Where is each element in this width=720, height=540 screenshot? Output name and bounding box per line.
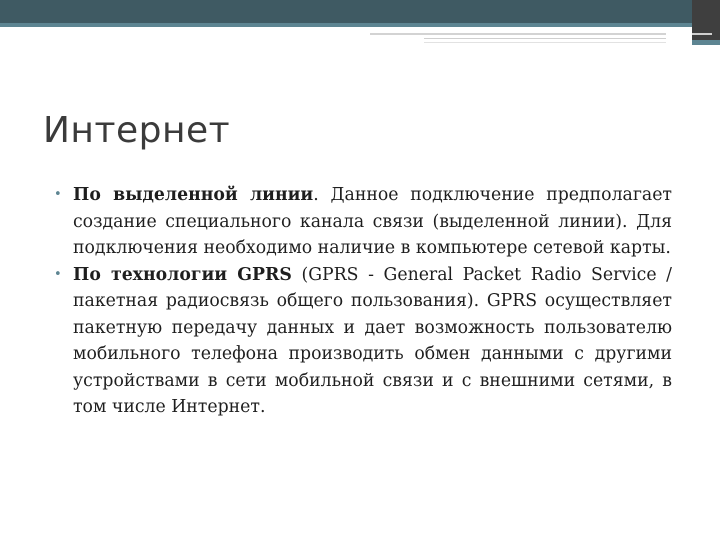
slide-title: Интернет	[43, 110, 231, 151]
decorative-line	[424, 38, 666, 39]
bullet-list	[52, 182, 672, 421]
bullet-heading: По выделенной линии	[73, 185, 314, 205]
header-band	[0, 0, 720, 23]
decorative-line	[692, 33, 712, 35]
header-accent-stripe	[0, 23, 720, 27]
decorative-line	[370, 33, 666, 35]
bullet-item	[52, 262, 672, 421]
bullet-text: . Данное подключение предполагает создание специального канала связи (выделенной линии). Для подключения необходимо наличие в компьютере сетевой карты.	[73, 185, 672, 258]
bullet-text: (GPRS - General Packet Radio Service / пакетная радиосвязь общего пользования). GPRS осуществляет пакетную передачу данных и дает возможность пользователю мобильного телефона производить обмен данными с другими устройствами в сети мобильной связи и с внешними сетями, в том числе Интернет.	[73, 264, 673, 417]
corner-accent-stripe	[692, 40, 720, 45]
bullet-icon: •	[54, 266, 62, 282]
bullet-heading: По технологии GPRS	[73, 264, 292, 285]
bullet-item	[52, 182, 672, 262]
decorative-line	[424, 42, 666, 43]
bullet-icon: •	[54, 187, 62, 202]
